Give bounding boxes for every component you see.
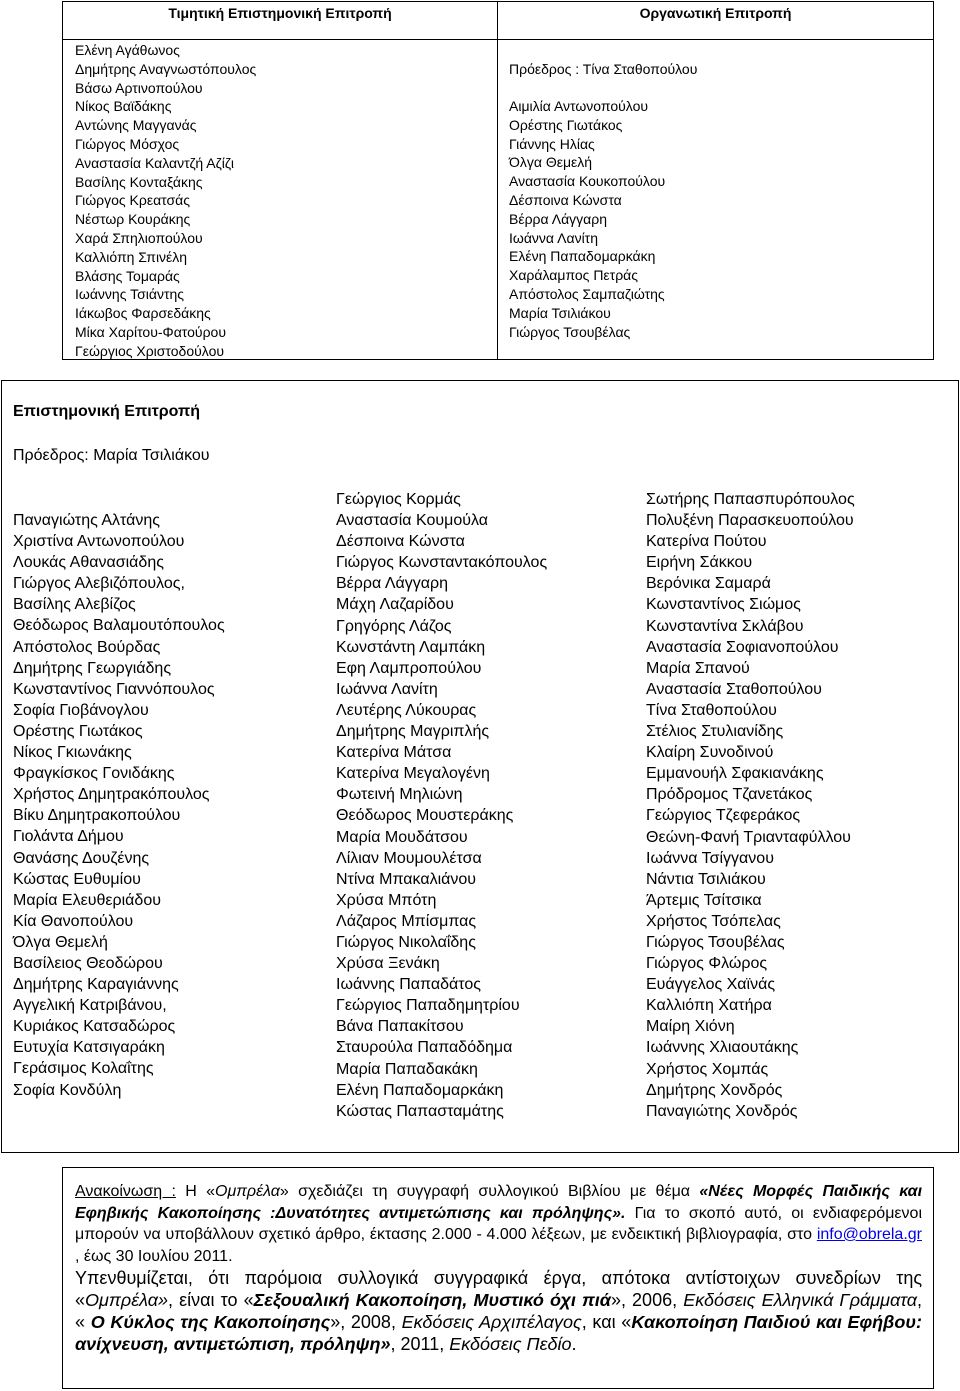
member-name: Γιώργος Τσουβέλας [509, 323, 631, 340]
member-name: Νέστωρ Κουράκης [75, 211, 191, 228]
member-name: Σωτήρης Παπασπυρόπουλος [646, 491, 855, 508]
member-name: Γιώργος Αλεβιζόπουλος, [13, 575, 185, 593]
member-name: Απόστολος Βούρδας [13, 638, 161, 656]
member-name: Εμμανουήλ Σφακιανάκης [646, 765, 824, 783]
member-name: Βάσω Αρτινοπούλου [75, 79, 203, 96]
member-name: Γιώργος Νικολαΐδης [336, 933, 476, 951]
member-name: Σοφία Κονδύλη [13, 1081, 122, 1099]
member-name: Καλλιόπη Σπινέλη [75, 248, 188, 265]
member-name: Ευάγγελος Χαϊνάς [646, 976, 776, 994]
member-name: Δέσποινα Κώνστα [336, 533, 465, 551]
member-name: Κατερίνα Μάτσα [336, 744, 452, 762]
announcement-paragraph-1 [75, 1181, 922, 1267]
member-name: Μάχη Λαζαρίδου [336, 596, 454, 614]
member-name: Ορέστης Γιωτάκος [509, 116, 623, 133]
member-name: Λευτέρης Λύκουρας [336, 701, 477, 719]
member-name: Ιάκωβος Φαρσεδάκης [75, 305, 211, 322]
member-name: Αναστασία Σταθοπούλου [646, 680, 822, 698]
announcement-text-run: , και « [581, 1312, 632, 1332]
member-name: Ειρήνη Σάκκου [646, 554, 753, 572]
member-name: Ιωάννης Τσιάντης [75, 286, 185, 303]
member-name: Ιωάννης Χλιαουτάκης [646, 1039, 799, 1057]
member-name: Χρύσα Μπότη [336, 891, 437, 909]
member-name: Βίκυ Δημητρακοπούλου [13, 807, 181, 825]
member-name: Κωνσταντίνος Γιαννόπουλος [13, 680, 215, 698]
member-name: Κώστας Παπασταμάτης [336, 1102, 504, 1120]
member-name: Κλαίρη Συνοδινού [646, 744, 774, 762]
member-name: Γιώργος Μόσχος [75, 135, 180, 152]
member-name: Χρύσα Ξενάκη [336, 955, 440, 973]
member-name: Πολυξένη Παρασκευοπούλου [646, 512, 854, 530]
announcement-text-run: , 2011, [390, 1334, 450, 1354]
member-name: Βλάσης Τομαράς [75, 267, 180, 284]
member-name: Ντίνα Μπακαλιάνου [336, 870, 477, 888]
member-name: Λουκάς Αθανασιάδης [13, 554, 164, 572]
member-name: Νίκος Γκιωνάκης [13, 744, 132, 762]
member-name: Δημήτρης Καραγιάννης [13, 976, 179, 994]
member-name: Παναγιώτης Αλτάνης [13, 512, 160, 529]
member-name: Ιωάννα Τσίγγανου [646, 849, 774, 867]
member-name: Χρήστος Δημητρακόπουλος [13, 786, 210, 804]
member-name: Μαρία Μουδάτσου [336, 828, 468, 846]
member-name: Ιωάννης Παπαδάτος [336, 976, 481, 994]
member-name: Μαρία Παπαδακάκη [336, 1060, 478, 1078]
member-name: Δημήτρης Χονδρός [646, 1081, 783, 1099]
organizing-committee-list [509, 97, 665, 341]
member-name: Αιμιλία Αντωνοπούλου [509, 98, 649, 114]
member-name: Χρήστος Χομπάς [646, 1060, 769, 1078]
member-name: Γεώργιος Τζεφεράκος [646, 807, 801, 825]
member-name: Δέσποινα Κώνστα [509, 191, 622, 208]
member-name: Βασίλης Αλεβίζος [13, 596, 136, 614]
member-name: Αναστασία Καλαντζή Αζίζι [75, 154, 234, 171]
announcement-text-run: » σχεδιάζει τη συγγραφή συλλογικού Βιβλίου με θέμα [279, 1183, 700, 1200]
member-name: Κατερίνα Μεγαλογένη [336, 765, 490, 783]
member-name: Ιωάννα Λανίτη [336, 680, 438, 698]
email-link[interactable]: info@obrela.gr [816, 1226, 922, 1243]
member-name: Νάντια Τσιλιάκου [646, 870, 766, 888]
announcement-label: Ανακοίνωση : [75, 1183, 176, 1200]
member-name: Γιολάντα Δήμου [13, 828, 124, 846]
member-name: Βέρρα Λάγγαρη [509, 210, 608, 227]
publisher-1: Εκδόσεις Ελληνικά Γράμματα [683, 1290, 918, 1310]
member-name: Δημήτρης Γεωργιάδης [13, 659, 172, 677]
member-name: Παναγιώτης Χονδρός [646, 1102, 798, 1120]
member-name: Αντώνης Μαγγανάς [75, 117, 197, 134]
committee-column-1 [13, 510, 225, 1101]
announcement-text-run: , είναι το « [168, 1290, 254, 1310]
member-name: Κωνσταντίνος Σιώμος [646, 596, 801, 614]
member-name: Κώστας Ευθυμίου [13, 870, 141, 888]
member-name: Μαρία Τσιλιάκου [509, 304, 611, 321]
member-name: Βερόνικα Σαμαρά [646, 575, 771, 593]
member-name: Δημήτρης Αναγνωστόπουλος [75, 60, 257, 77]
member-name: Γρηγόρης Λάζος [336, 617, 452, 635]
announcement-text-run: Η « [175, 1183, 215, 1200]
member-name: Χαράλαμπος Πετράς [509, 267, 639, 284]
announcement-text-run: Υπενθυμίζεται, ότι παρόμοια συλλογικά συγγραφικά έργα, απότοκα αντίστοιχων συνεδρίων της « [75, 1268, 922, 1310]
top-table-divider [497, 1, 498, 360]
member-name: Λίλιαν Μουμουλέτσα [336, 849, 482, 867]
member-name: Θεόδωρος Μουστεράκης [336, 807, 514, 825]
organizing-president: Πρόεδρος : Τίνα Σταθοπούλου [509, 61, 698, 77]
member-name: Ιωάννα Λανίτη [509, 229, 598, 246]
member-name: Ορέστης Γιωτάκος [13, 722, 143, 740]
announcement-text-run: », 2006, [610, 1290, 684, 1310]
member-name: Μίκα Χαρίτου-Φατούρου [75, 323, 226, 340]
omprela-name: Ομπρέλα [215, 1183, 280, 1200]
honorary-committee-title: Τιμητική Επιστημονική Επιτροπή [168, 5, 392, 21]
member-name: Γιώργος Κρεατσάς [75, 192, 190, 209]
member-name: Φωτεινή Μηλιώνη [336, 786, 463, 804]
member-name: Όλγα Θεμελή [509, 154, 593, 171]
member-name: Μαρία Ελευθεριάδου [13, 891, 161, 909]
member-name: Αγγελική Κατριβάνου, [13, 997, 167, 1015]
member-name: Σοφία Γιοβάνογλου [13, 701, 149, 719]
scientific-committee-title: Επιστημονική Επιτροπή [13, 403, 201, 420]
member-name: Νίκος Βαϊδάκης [75, 98, 172, 115]
announcement-text-run: Για το σκοπό αυτό, οι ενδιαφερόμενοι μπορούν να υποβάλλουν σχετικό άρθρο, έκτασης 2.000 - 4.000 λέξεων, με ενδεικτική βιβλιογραφία, στο [75, 1204, 923, 1243]
organizing-committee-title: Οργανωτική Επιτροπή [639, 5, 792, 21]
member-name: Εφη Λαμπροπούλου [336, 659, 482, 677]
member-name: Θεώνη-Φανή Τριανταφύλλου [646, 828, 851, 846]
member-name: Θανάσης Δουζένης [13, 849, 150, 867]
book-title-3: Κακοποίηση Παιδιού και Εφήβου: ανίχνευση, αντιμετώπιση, πρόληψη» [75, 1312, 922, 1354]
member-name: Φραγκίσκος Γονιδάκης [13, 765, 175, 783]
member-name: Γιώργος Τσουβέλας [646, 933, 785, 951]
member-name: Κατερίνα Πούτου [646, 533, 767, 551]
member-name: Θεόδωρος Βαλαμουτόπουλος [13, 617, 225, 635]
announcement-paragraph-2 [75, 1267, 922, 1355]
book-title-2: Ο Κύκλος της Κακοποίησης [90, 1312, 331, 1332]
member-name: Κωνσταντίνα Σκλάβου [646, 617, 804, 635]
member-name: Πρόδρομος Τζανετάκος [646, 786, 813, 804]
member-name: Βασίλειος Θεοδώρου [13, 954, 163, 972]
member-name: Ελένη Παπαδομαρκάκη [336, 1081, 504, 1099]
scientific-committee-president: Πρόεδρος: Μαρία Τσιλιάκου [13, 447, 210, 464]
member-name: Ευτυχία Κατσιγαράκη [13, 1039, 165, 1057]
member-name: Γεώργιος Χριστοδούλου [75, 342, 225, 359]
member-name: Χριστίνα Αντωνοπούλου [13, 533, 185, 551]
book-title-1: Σεξουαλική Κακοποίηση, Μυστικό όχι πιά [253, 1290, 611, 1310]
member-name: Άρτεμις Τσίτσικα [646, 891, 762, 909]
member-name: Χρήστος Τσόπελας [646, 912, 781, 930]
member-name: Σταυρούλα Παπαδόδημα [336, 1039, 513, 1057]
committee-column-2 [336, 489, 547, 1122]
member-name: Γεράσιμος Κολαΐτης [13, 1060, 154, 1078]
member-name: Καλλιόπη Χατήρα [646, 997, 772, 1015]
announcement-text-run: , έως 30 Ιουλίου 2011. [75, 1247, 233, 1265]
book-topic: «Νέες Μορφές Παιδικής και Εφηβικής Κακοποίησης :Δυνατότητες αντιμετώπισης και πρόληψης». [75, 1183, 923, 1222]
member-name: Μαρία Σπανού [646, 659, 750, 677]
honorary-committee-list [75, 41, 256, 361]
announcement-text-run: », 2008, [330, 1312, 402, 1332]
member-name: Τίνα Σταθοπούλου [646, 701, 777, 719]
member-name: Γιώργος Κωνσταντακόπουλος [336, 554, 548, 572]
member-name: Βασίλης Κονταξάκης [75, 173, 203, 190]
announcement-text [75, 1181, 922, 1355]
committee-column-3 [646, 489, 855, 1122]
member-name: Βάνα Παπακίτσου [336, 1018, 464, 1036]
member-name: Ελένη Αγάθωνος [75, 42, 180, 58]
member-name: Μαίρη Χιόνη [646, 1018, 735, 1036]
member-name: Κυριάκος Κατσαδώρος [13, 1018, 176, 1036]
publisher-2: Εκδόσεις Αρχιπέλαγος [401, 1312, 582, 1332]
omprela-name: Ομπρέλα» [85, 1290, 169, 1310]
member-name: Ελένη Παπαδομαρκάκη [509, 248, 656, 265]
member-name: Κία Θανοπούλου [13, 912, 134, 930]
publisher-3: Εκδόσεις Πεδίο [449, 1334, 572, 1354]
member-name: Αναστασία Κουκοπούλου [509, 173, 666, 190]
member-name: Αναστασία Κουμούλα [336, 512, 488, 530]
member-name: Αναστασία Σοφιανοπούλου [646, 638, 839, 656]
member-name: Απόστολος Σαμπαζιώτης [509, 285, 665, 302]
member-name: Γεώργιος Παπαδημητρίου [336, 997, 520, 1015]
member-name: Όλγα Θεμελή [13, 933, 108, 951]
member-name: Χαρά Σπηλιοπούλου [75, 229, 203, 246]
announcement-text-run: , « [75, 1290, 923, 1332]
member-name: Βέρρα Λάγγαρη [336, 575, 449, 593]
member-name: Στέλιος Στυλιανίδης [646, 723, 784, 741]
member-name: Κωνστάντη Λαμπάκη [336, 638, 486, 656]
member-name: Γιάννης Ηλίας [509, 135, 595, 152]
member-name: Λάζαρος Μπίσμπας [336, 912, 477, 930]
member-name: Γεώργιος Κορμάς [336, 491, 461, 508]
member-name: Γιώργος Φλώρος [646, 955, 768, 973]
member-name: Δημήτρης Μαγριπλής [336, 723, 490, 741]
announcement-text-run: . [571, 1334, 577, 1354]
